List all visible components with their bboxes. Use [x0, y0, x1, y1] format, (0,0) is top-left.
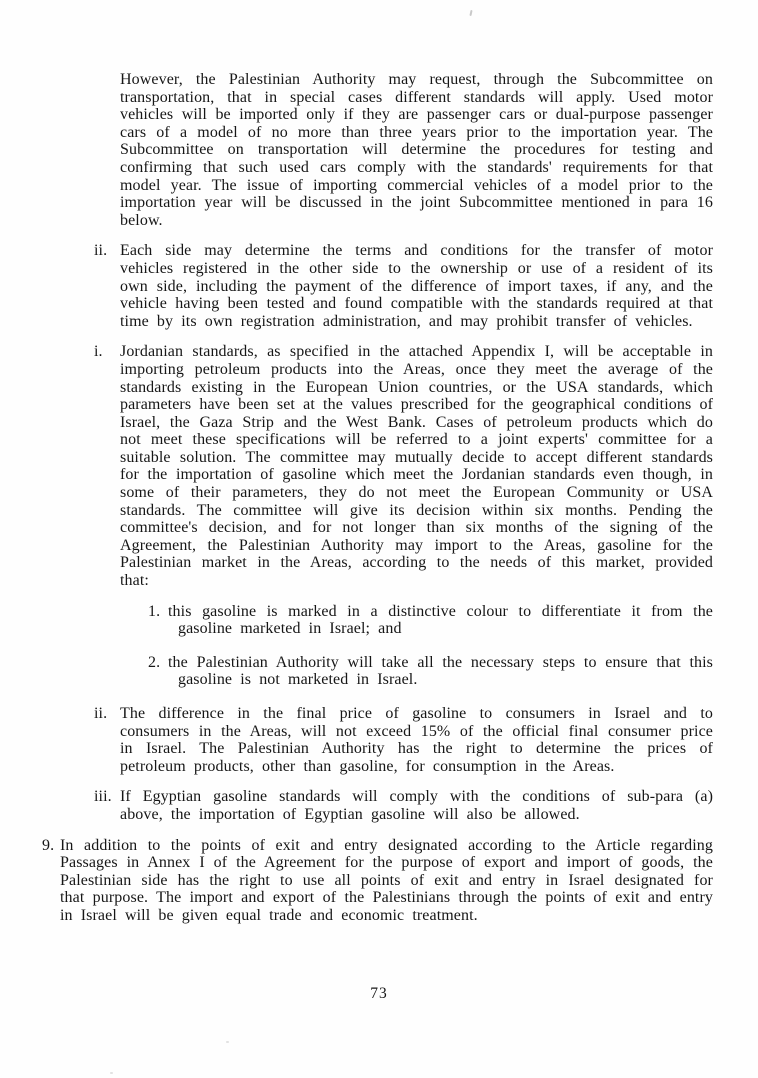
- paragraph-text: this gasoline is marked in a distinctive colour to differentiate it from the gasoline marketed in Israel; and: [168, 602, 713, 638]
- scan-artifact: [226, 1041, 229, 1043]
- list-marker: ii.: [94, 242, 108, 260]
- paragraph-text: If Egyptian gasoline standards will comply with the conditions of sub-para (a) above, the importation of Egyptian gasoline will also be allowed.: [120, 788, 713, 823]
- scan-artifact: [469, 10, 472, 16]
- list-item-iii-egyptian-gasoline: [94, 788, 713, 823]
- list-marker: 2.: [148, 653, 161, 671]
- paragraph-text: In addition to the points of exit and entry designated according to the Article regarding Passages in Annex I of the Agreement for the purpose of export and import of goods, the Palestinian side has the right to use all points of exit and entry in Israel designated for that purpose. The import and export of the Palestinians through the points of exit and entry in Israel will be given equal trade and economic treatment.: [60, 836, 713, 924]
- list-item-9-points-of-exit: [42, 836, 713, 925]
- list-marker: 9.: [42, 836, 55, 854]
- paragraph-text: The difference in the final price of gasoline to consumers in Israel and to consumers in the Areas, will not exceed 15% of the official final consumer price in Israel. The Palestinian Authority has the right to determine the prices of petroleum products, other than gasoline, for consumption in the Areas.: [120, 705, 713, 775]
- paragraph-text: the Palestinian Authority will take all the necessary steps to ensure that this gasoline is not marketed in Israel.: [168, 653, 713, 689]
- list-marker: ii.: [94, 705, 108, 722]
- list-item-i-jordanian-standards: [94, 343, 713, 590]
- list-marker: iii.: [94, 788, 112, 806]
- list-marker: i.: [94, 343, 103, 361]
- list-item-ii-vehicles: [94, 242, 713, 330]
- sub-item-2-not-marketed: [148, 653, 713, 689]
- paragraph-text: However, the Palestinian Authority may request, through the Subcommittee on transportation, that in special cases different standards will apply. Used motor vehicles will be imported only if they are passenger cars or dual-purpose passenger cars of a model of no more than three years prior to the importation year. The Subcommittee on transportation will determine the procedures for testing and confirming that such used cars comply with the standards' requirements for that model year. The issue of importing commercial vehicles of a model prior to the importation year will be discussed in the joint Subcommittee mentioned in para 16 below.: [120, 71, 713, 229]
- sub-item-1-gasoline-colour: [148, 602, 713, 638]
- list-item-ii-price-difference: [94, 705, 713, 775]
- list-marker: 1.: [148, 602, 161, 620]
- paragraph-text: Each side may determine the terms and conditions for the transfer of motor vehicles registered in the other side to the ownership or use of a resident of its own side, including the payment of the difference of import taxes, if any, and the vehicle having been tested and found compatible with the standards required at that time by its own registration administration, and may prohibit transfer of vehicles.: [120, 242, 713, 330]
- paragraph-however: [120, 71, 713, 229]
- scan-artifact: [110, 1072, 113, 1074]
- page-number: 73: [370, 985, 388, 1002]
- paragraph-text: Jordanian standards, as specified in the attached Appendix I, will be acceptable in importing petroleum products into the Areas, once they meet the average of the standards existing in the European Union countries, or the USA standards, which parameters have been set at the values prescribed for the geographical conditions of Israel, the Gaza Strip and the West Bank. Cases of petroleum products which do not meet these specifications will be referred to a joint experts' committee for a suitable solution. The committee may mutually decide to accept different standards for the importation of gasoline which meet the Jordanian standards even though, in some of their parameters, they do not meet the European Community or USA standards. The committee will give its decision within six months. Pending the committee's decision, and for not longer than six months of the signing of the Agreement, the Palestinian Authority may import to the Areas, gasoline for the Palestinian market in the Areas, according to the needs of this market, provided that:: [120, 343, 713, 590]
